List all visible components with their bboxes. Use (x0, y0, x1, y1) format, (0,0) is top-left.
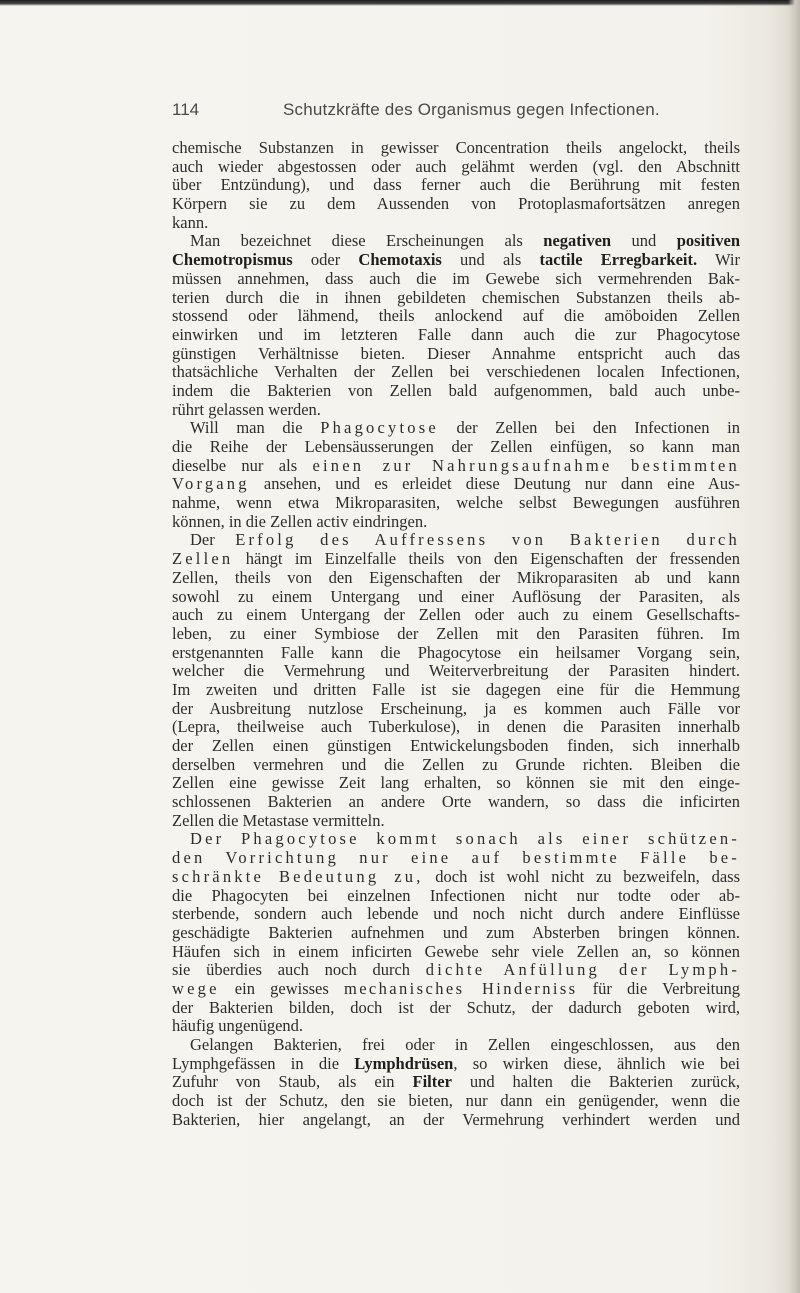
bold-term: positiven (676, 231, 741, 251)
text-line (172, 606, 740, 625)
spaced-emphasis: einen zur Nahrungsaufnahme bestimmten (312, 455, 740, 475)
text-run: die Phagocyten bei einzelnen Infectionen nicht nur todte oder ab- (172, 885, 740, 905)
text-run: doch ist wohl nicht zu bezweifeln, dass (423, 866, 740, 886)
bold-term: Lymphdrüsen (354, 1053, 454, 1073)
text-run: der Zellen einen günstigen Entwickelungsboden finden, sich innerhalb (172, 736, 740, 755)
bold-term: Chemotropismus (172, 250, 293, 270)
text-line (172, 550, 740, 569)
scan-top-edge (0, 0, 800, 6)
text-line (172, 363, 740, 382)
text-run: Bakterien, hier angelangt, an der Vermehrung verhindert werden und (172, 1109, 740, 1129)
spaced-emphasis: wege (172, 978, 220, 998)
text-run: thatsächliche Verhalten der Zellen bei verschiedenen localen Infectionen, (172, 362, 740, 382)
text-line (172, 700, 740, 719)
text-run: Zellen eine gewisse Zeit lang erhalten, so können sie mit den einge- (172, 773, 740, 793)
text-line (172, 961, 740, 980)
text-line (172, 270, 740, 289)
text-run: und als (441, 250, 540, 270)
text-run: sowohl zu einem Untergang und einer Auflösung der Parasiten, als (172, 586, 740, 606)
text-run: können, in die Zellen activ eindringen. (172, 511, 428, 531)
text-run: Lymphgefässen in die (172, 1053, 355, 1073)
text-run: Will man die (190, 418, 321, 438)
text-run: doch ist der Schutz, den sie bieten, nur dann ein genügender, wenn die (172, 1091, 740, 1111)
text-line (172, 401, 740, 420)
text-line (172, 924, 740, 943)
text-line (172, 382, 740, 401)
text-run: der Bakterien bilden, doch ist der Schutz, der dadurch geboten wird, (172, 997, 740, 1017)
text-line (172, 793, 740, 812)
text-run: welcher die Vermehrung und Weiterverbreitung der Parasiten hindert. (172, 661, 740, 681)
text-line (172, 1092, 740, 1111)
text-line (172, 531, 740, 550)
text-line (172, 737, 740, 756)
text-run: schlossenen Bakterien an andere Orte wandern, so dass die inficirten (172, 792, 740, 812)
spaced-emphasis: Der Phagocytose kommt sonach als einer schützen- (190, 829, 740, 849)
text-line (172, 513, 740, 532)
text-line (172, 625, 740, 644)
text-run: Zellen die Metastase vermitteln. (172, 810, 385, 830)
text-line (172, 588, 740, 607)
text-run: Im zweiten und dritten Falle ist sie dagegen eine für die Hemmung (172, 679, 740, 699)
text-run: hängt im Einzelfalle theils von den Eigenschaften der fressenden (233, 549, 740, 569)
spaced-emphasis: mechanisches Hinderniss (343, 978, 578, 998)
text-line (172, 139, 740, 158)
page-number: 114 (172, 100, 200, 119)
spaced-emphasis: den Vorrichtung nur eine auf bestimmte Fälle be- (172, 848, 740, 868)
text-line (172, 214, 740, 233)
text-line (172, 681, 740, 700)
text-line (172, 1055, 740, 1074)
text-line (172, 943, 740, 962)
text-run: sie überdies auch noch durch (172, 960, 426, 980)
text-line (172, 475, 740, 494)
spaced-emphasis: Phagocytose (320, 418, 439, 438)
page-header (172, 100, 732, 128)
text-run: oder (292, 250, 359, 270)
text-run: Körpern sie zu dem Aussenden von Protoplasmafortsätzen anregen (172, 194, 740, 214)
text-run: nahme, wenn etwa Mikroparasiten, welche selbst Bewegungen ausführen (172, 493, 740, 513)
text-run: häufig ungenügend. (172, 1016, 304, 1036)
text-run: kann. (172, 212, 209, 232)
text-run: erstgenannten Falle kann die Phagocytose ein heilsamer Vorgang sein, (172, 642, 740, 662)
text-line (172, 662, 740, 681)
text-line (172, 774, 740, 793)
bold-term: negativen (543, 231, 612, 251)
text-line (172, 195, 740, 214)
bold-term: Filter (412, 1072, 452, 1092)
text-line (172, 812, 740, 831)
text-run: geschädigte Bakterien aufnehmen und zum Absterben bringen können. (172, 922, 740, 942)
text-run: günstigen Verhältnisse bieten. Dieser Annahme entspricht auch das (172, 343, 740, 363)
text-line (172, 438, 740, 457)
text-run: Gelangen Bakterien, frei oder in Zellen eingeschlossen, aus den (190, 1035, 740, 1054)
text-line (172, 494, 740, 513)
text-run: auch wieder abgestossen oder auch gelähmt werden (vgl. den Abschnitt (172, 156, 740, 176)
text-run: und (611, 231, 677, 251)
text-line (172, 307, 740, 326)
text-run: Man bezeichnet diese Erscheinungen als (190, 231, 544, 251)
text-run: Der (190, 530, 236, 550)
text-line (172, 887, 740, 906)
text-run: müssen annehmen, dass auch die im Gewebe sich vermehrenden Bak- (172, 268, 740, 288)
text-run: für die Verbreitung (577, 978, 740, 998)
text-line (172, 232, 740, 251)
text-run: und halten die Bakterien zurück, (451, 1072, 740, 1092)
text-line (172, 345, 740, 364)
text-run: Wir (697, 250, 740, 270)
text-run: dieselbe nur als (172, 455, 313, 475)
text-run: derselben vermehren und die Zellen zu Grunde richten. Bleiben die (172, 754, 740, 774)
text-run: einwirken und im letzteren Falle dann auch die zur Phagocytose (172, 324, 740, 344)
text-line (172, 457, 740, 476)
text-line (172, 1036, 740, 1055)
text-run: (Lepra, theilweise auch Tuberkulose), in denen die Parasiten innerhalb (172, 717, 740, 737)
spaced-emphasis: schränkte Bedeutung zu, (172, 866, 424, 886)
text-run: auch zu einem Untergang der Zellen oder auch zu einem Gesellschafts- (172, 605, 740, 625)
text-line (172, 419, 740, 438)
text-run: Zufuhr von Staub, als ein (172, 1072, 413, 1092)
text-line (172, 849, 740, 868)
spaced-emphasis: Erfolg des Auffressens von Bakterien durch (235, 530, 741, 550)
text-run: sterbende, sondern auch lebende und noch nicht durch andere Einflüsse (172, 904, 740, 924)
text-line (172, 176, 740, 195)
text-run: stossend oder lähmend, theils anlockend auf die amöboiden Zellen (172, 306, 740, 326)
spaced-emphasis: Zellen (172, 549, 234, 569)
text-run: der Ausbreitung nutzlose Erscheinung, ja es kommen auch Fälle vor (172, 698, 740, 718)
text-run: Zellen, theils von den Eigenschaften der Mikroparasiten ab und kann (172, 567, 740, 587)
text-run: terien durch die in ihnen gebildeten chemischen Substanzen theils ab- (172, 287, 740, 307)
text-line (172, 868, 740, 887)
text-run: , so wirken diese, ähnlich wie bei (453, 1053, 740, 1073)
text-line (172, 644, 740, 663)
text-run: ansehen, und es erleidet diese Deutung nur dann eine Aus- (249, 474, 740, 494)
text-run: chemische Substanzen in gewisser Concentration theils angelockt, theils (172, 138, 740, 157)
text-line (172, 1017, 740, 1036)
running-head: Schutzkräfte des Organismus gegen Infectionen. (283, 100, 660, 119)
text-line (172, 1073, 740, 1092)
text-line (172, 158, 740, 177)
text-run: indem die Bakterien von Zellen bald aufgenommen, bald auch unbe- (172, 380, 740, 400)
spaced-emphasis: Vorgang (172, 474, 250, 494)
text-line (172, 905, 740, 924)
text-line (172, 999, 740, 1018)
spaced-emphasis: dichte Anfüllung der Lymph- (425, 960, 741, 980)
text-line (172, 1111, 740, 1130)
text-run: die Reihe der Lebensäusserungen der Zellen einfügen, so kann man (172, 437, 740, 456)
text-line (172, 756, 740, 775)
text-run: ein gewisses (219, 978, 344, 998)
text-line (172, 289, 740, 308)
body-text (172, 139, 740, 1129)
text-run: rührt gelassen werden. (172, 399, 321, 419)
text-line (172, 251, 740, 270)
text-run: der Zellen bei den Infectionen in (438, 418, 740, 438)
text-line (172, 569, 740, 588)
text-line (172, 830, 740, 849)
text-line (172, 980, 740, 999)
text-run: über Entzündung), und dass ferner auch die Berührung mit festen (172, 175, 740, 195)
text-line (172, 326, 740, 345)
scan-right-edge (788, 0, 800, 1293)
bold-term: tactile Erregbarkeit. (539, 250, 698, 270)
text-line (172, 718, 740, 737)
text-run: leben, zu einer Symbiose der Zellen mit den Parasiten führen. Im (172, 623, 740, 643)
bold-term: Chemotaxis (358, 250, 442, 270)
text-run: Häufen sich in einem inficirten Gewebe sehr viele Zellen an, so können (172, 941, 740, 961)
